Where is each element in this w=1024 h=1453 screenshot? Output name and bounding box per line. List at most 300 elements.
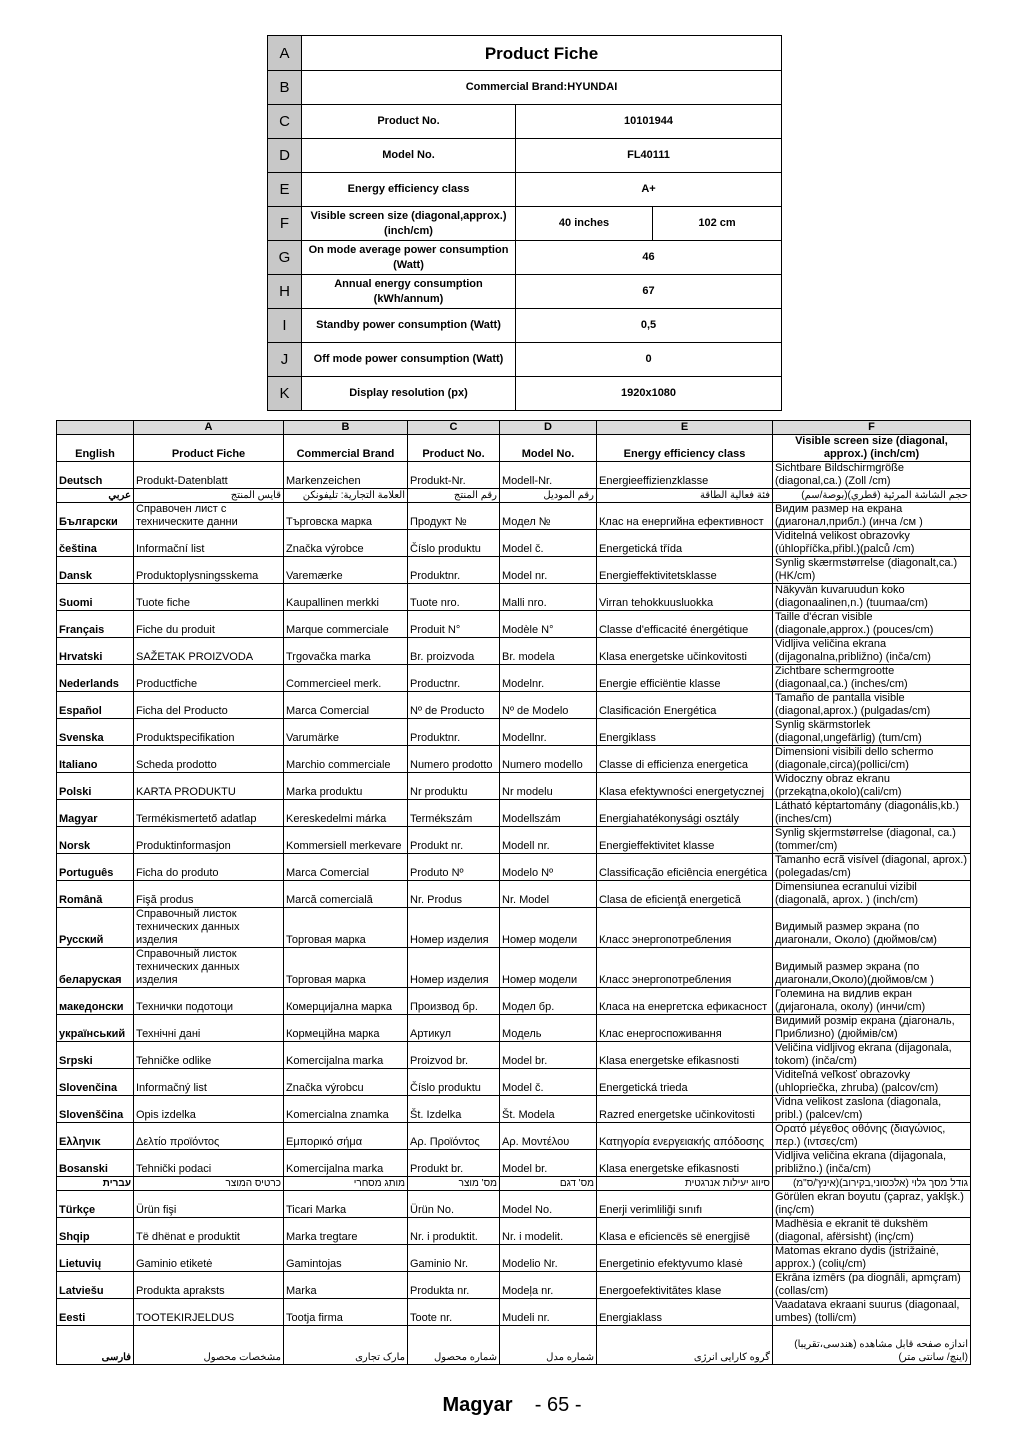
translation-cell: Product Fiche — [134, 435, 284, 462]
column-letter: C — [408, 421, 500, 435]
language-name: Slovenčina — [57, 1069, 134, 1096]
translation-cell: Toote nr. — [408, 1299, 500, 1326]
translation-cell: Торговая марка — [284, 948, 408, 988]
column-letter: B — [284, 421, 408, 435]
column-letter: F — [773, 421, 971, 435]
translation-cell: Widoczny obraz ekranu (przekątna,okolo)(cali/cm) — [773, 773, 971, 800]
language-name: עברית — [57, 1177, 134, 1191]
translation-cell: Nr produktu — [408, 773, 500, 800]
fiche-row-label: Off mode power consumption (Watt) — [302, 343, 516, 377]
translation-cell: Klasa efektywności energetycznej — [597, 773, 773, 800]
translation-cell: Modell nr. — [500, 827, 597, 854]
translation-cell: Nr. i produktit. — [408, 1218, 500, 1245]
translation-cell: מס' מוצר — [408, 1177, 500, 1191]
translation-cell: Торговая марка — [284, 908, 408, 948]
translation-cell: Кормеційна марка — [284, 1015, 408, 1042]
translation-cell: Modellszám — [500, 800, 597, 827]
translation-cell: Informační list — [134, 530, 284, 557]
footer-language: Magyar — [442, 1394, 513, 1416]
translation-cell: Видим размер на екрана (диагонал,прибл.) (инча /см ) — [773, 503, 971, 530]
translation-cell: Vaadatava ekraani suurus (diagonaal, umbes) (tolli/cm) — [773, 1299, 971, 1326]
translation-cell: Модел бр. — [500, 988, 597, 1015]
translation-row — [57, 435, 971, 462]
language-name: Русский — [57, 908, 134, 948]
fiche-row — [268, 139, 782, 173]
language-name: Türkçe — [57, 1191, 134, 1218]
fiche-row-letter: I — [268, 309, 302, 343]
translation-cell: TOOTEKIRJELDUS — [134, 1299, 284, 1326]
column-letter: A — [134, 421, 284, 435]
translation-cell: Značka výrobce — [284, 530, 408, 557]
translation-cell: Vidljiva veličina ekrana (dijagonala, približno.) (inča/cm) — [773, 1150, 971, 1177]
fiche-row-value: 40 inches — [516, 207, 653, 241]
translation-cell: Tehničke odlike — [134, 1042, 284, 1069]
translation-cell: Model nr. — [500, 557, 597, 584]
translation-cell: Product No. — [408, 435, 500, 462]
translation-cell: شماره مدل — [500, 1326, 597, 1365]
translation-cell: Productfiche — [134, 665, 284, 692]
translation-cell: Produto Nº — [408, 854, 500, 881]
translation-row — [57, 503, 971, 530]
translation-cell: Справочный листок технических данных изделия — [134, 948, 284, 988]
translation-cell: Modelio Nr. — [500, 1245, 597, 1272]
translation-cell: Št. Modela — [500, 1096, 597, 1123]
translation-cell: Energy efficiency class — [597, 435, 773, 462]
fiche-row-letter: F — [268, 207, 302, 241]
translation-cell: Номер изделия — [408, 908, 500, 948]
fiche-row-label: Annual energy consumption (kWh/annum) — [302, 275, 516, 309]
translation-cell: Nr modelu — [500, 773, 597, 800]
translation-cell: Enerji verimliliği sınıfı — [597, 1191, 773, 1218]
translation-row — [57, 1272, 971, 1299]
translation-row — [57, 489, 971, 503]
translation-cell: Видимий розмір екрана (діагональ, Приблизно) (дюймів/см) — [773, 1015, 971, 1042]
translation-row — [57, 908, 971, 948]
translation-row — [57, 1123, 971, 1150]
language-name: український — [57, 1015, 134, 1042]
translation-cell: Görülen ekran boyutu (çapraz, yaklşk.) (inç/cm) — [773, 1191, 971, 1218]
fiche-row-label: Standby power consumption (Watt) — [302, 309, 516, 343]
column-letter-row — [57, 421, 971, 435]
translation-cell: Produkt nr. — [408, 827, 500, 854]
fiche-row — [268, 105, 782, 139]
translation-cell: Модель — [500, 1015, 597, 1042]
translation-cell: Αρ. Μοντέλου — [500, 1123, 597, 1150]
translation-cell: Клас енергоспоживання — [597, 1015, 773, 1042]
language-name: македонски — [57, 988, 134, 1015]
translation-cell: Номер модели — [500, 908, 597, 948]
language-name: Shqip — [57, 1218, 134, 1245]
translation-cell: Номер модели — [500, 948, 597, 988]
translation-cell: Model č. — [500, 1069, 597, 1096]
translation-cell: Komercialna znamka — [284, 1096, 408, 1123]
language-name: English — [57, 435, 134, 462]
translation-cell: Класа на енергетска ефикасност — [597, 988, 773, 1015]
translation-cell: Modelo Nº — [500, 854, 597, 881]
fiche-row-letter: B — [268, 71, 302, 105]
translation-cell: Malli nro. — [500, 584, 597, 611]
translation-cell: Produkt br. — [408, 1150, 500, 1177]
product-fiche-table — [267, 35, 782, 411]
translation-cell: Modell-Nr. — [500, 462, 597, 489]
translation-cell: Produkta apraksts — [134, 1272, 284, 1299]
translation-cell: Модел № — [500, 503, 597, 530]
translation-cell: Virran tehokkuusluokka — [597, 584, 773, 611]
translation-cell: Energetická třída — [597, 530, 773, 557]
translation-cell: Ficha do produto — [134, 854, 284, 881]
translation-cell: Energieffektivitet klasse — [597, 827, 773, 854]
translation-cell: Marka — [284, 1272, 408, 1299]
translation-cell: Produktnr. — [408, 719, 500, 746]
translation-cell: Klasa e eficiencës së energjisë — [597, 1218, 773, 1245]
translation-cell: Synlig skjermstørrelse (diagonal, ca.) (tommer/cm) — [773, 827, 971, 854]
translation-cell: Vidljiva veličina ekrana (dijagonalna,približno) (inča/cm) — [773, 638, 971, 665]
translation-cell: Scheda prodotto — [134, 746, 284, 773]
translation-cell: Komercijalna marka — [284, 1042, 408, 1069]
translation-row — [57, 1069, 971, 1096]
translation-cell: Produktinformasjon — [134, 827, 284, 854]
fiche-row-letter: K — [268, 377, 302, 411]
translation-cell: Model br. — [500, 1042, 597, 1069]
translation-cell: Komercijalna marka — [284, 1150, 408, 1177]
translation-cell: Energetická trieda — [597, 1069, 773, 1096]
translation-cell: Tehnički podaci — [134, 1150, 284, 1177]
language-name: Български — [57, 503, 134, 530]
translation-cell: Br. proizvoda — [408, 638, 500, 665]
translation-cell: Synlig skærmstørrelse (diagonalt,ca.) (HK/cm) — [773, 557, 971, 584]
translation-cell: מותג מסחרי — [284, 1177, 408, 1191]
translation-cell: SAŽETAK PROIZVODA — [134, 638, 284, 665]
translation-cell: Numero modello — [500, 746, 597, 773]
translation-cell: Tootja firma — [284, 1299, 408, 1326]
translation-cell: גודל מסך גלוי (אלכסוני,בקירוב)(אינץ'/ס"מ) — [773, 1177, 971, 1191]
fiche-row-value: 10101944 — [516, 105, 782, 139]
fiche-row-letter: H — [268, 275, 302, 309]
translation-cell: Energetinio efektyvumo klasė — [597, 1245, 773, 1272]
translation-cell: Vidna velikost zaslona (diagonala, pribl.) (palcev/cm) — [773, 1096, 971, 1123]
translation-cell: Modelnr. — [500, 665, 597, 692]
translation-cell: Látható képtartomány (diagonális,kb.) (inches/cm) — [773, 800, 971, 827]
translation-cell: Visible screen size (diagonal, approx.) (inch/cm) — [773, 435, 971, 462]
language-name: Dansk — [57, 557, 134, 584]
translation-cell: Energieffektivitetsklasse — [597, 557, 773, 584]
translation-row — [57, 1015, 971, 1042]
translation-cell: Modeļa nr. — [500, 1272, 597, 1299]
language-name: Norsk — [57, 827, 134, 854]
translation-cell: מס' דגם — [500, 1177, 597, 1191]
translation-cell: Fiche du produit — [134, 611, 284, 638]
translation-cell: Produktnr. — [408, 557, 500, 584]
translation-row — [57, 719, 971, 746]
translation-cell: Ürün No. — [408, 1191, 500, 1218]
translation-cell: Продукт № — [408, 503, 500, 530]
translation-cell: KARTA PRODUKTU — [134, 773, 284, 800]
translation-cell: Veličina vidljivog ekrana (dijagonala, tokom) (inča/cm) — [773, 1042, 971, 1069]
translation-cell: Klasa energetske efikasnosti — [597, 1042, 773, 1069]
column-letter: D — [500, 421, 597, 435]
translation-cell: Termékszám — [408, 800, 500, 827]
translation-cell: فئة فعالية الطاقة — [597, 489, 773, 503]
language-name: Português — [57, 854, 134, 881]
fiche-row-value-secondary: 102 cm — [653, 207, 782, 241]
fiche-row-label: Product No. — [302, 105, 516, 139]
fiche-row-letter: E — [268, 173, 302, 207]
fiche-row — [268, 377, 782, 411]
translation-cell: Mudeli nr. — [500, 1299, 597, 1326]
translation-row — [57, 692, 971, 719]
translation-cell: Produkta nr. — [408, 1272, 500, 1299]
language-name: Latviešu — [57, 1272, 134, 1299]
translation-cell: مارک تجاری — [284, 1326, 408, 1365]
fiche-row-label: Model No. — [302, 139, 516, 173]
translation-row — [57, 988, 971, 1015]
fiche-row — [268, 309, 782, 343]
translation-cell: حجم الشاشة المرئية (قطري)(بوصة/سم) — [773, 489, 971, 503]
fiche-row-value: FL40111 — [516, 139, 782, 173]
translation-cell: Marca Comercial — [284, 854, 408, 881]
translation-cell: Технички подотоци — [134, 988, 284, 1015]
language-name: Français — [57, 611, 134, 638]
translation-cell: Viditeľná veľkosť obrazovky (uhlopriečka, zhruba) (palcov/cm) — [773, 1069, 971, 1096]
column-letter: E — [597, 421, 773, 435]
fiche-row-label: Energy efficiency class — [302, 173, 516, 207]
translation-cell: Razred energetske učinkovitosti — [597, 1096, 773, 1123]
fiche-row-letter: C — [268, 105, 302, 139]
translation-cell: Produkt-Datenblatt — [134, 462, 284, 489]
translation-cell: כרטיס המוצר — [134, 1177, 284, 1191]
fiche-row — [268, 36, 782, 71]
translation-cell: Të dhënat e produktit — [134, 1218, 284, 1245]
fiche-row-letter: J — [268, 343, 302, 377]
fiche-row — [268, 71, 782, 105]
translation-cell: Marcă comercială — [284, 881, 408, 908]
translation-cell: مشخصات محصول — [134, 1326, 284, 1365]
language-name: Eesti — [57, 1299, 134, 1326]
language-name: Suomi — [57, 584, 134, 611]
translation-cell: Търговска марка — [284, 503, 408, 530]
translation-row — [57, 1299, 971, 1326]
translation-cell: סיווג יעילות אנרגטית — [597, 1177, 773, 1191]
translation-row — [57, 1042, 971, 1069]
language-name: Italiano — [57, 746, 134, 773]
translation-cell: Číslo produktu — [408, 1069, 500, 1096]
translation-cell: Trgovačka marka — [284, 638, 408, 665]
translation-cell: Справочен лист с техническите данни — [134, 503, 284, 530]
translation-cell: Κατηγορία ενεργειακής απόδοσης — [597, 1123, 773, 1150]
translation-cell: گروه کارایی انرژی — [597, 1326, 773, 1365]
translation-cell: Αρ. Προϊόντος — [408, 1123, 500, 1150]
translation-cell: Numero prodotto — [408, 746, 500, 773]
language-name: Magyar — [57, 800, 134, 827]
translation-cell: Tamaño de pantalla visible (diagonal,aprox.) (pulgadas/cm) — [773, 692, 971, 719]
language-name: Hrvatski — [57, 638, 134, 665]
translation-row — [57, 800, 971, 827]
translation-cell: Varumärke — [284, 719, 408, 746]
translation-cell: Ficha del Producto — [134, 692, 284, 719]
language-name: Română — [57, 881, 134, 908]
translation-row — [57, 773, 971, 800]
language-name: عربي — [57, 489, 134, 503]
translation-row — [57, 1245, 971, 1272]
translation-cell: رقم الموديل — [500, 489, 597, 503]
translation-row — [57, 1150, 971, 1177]
translation-row — [57, 530, 971, 557]
translation-cell: Δελτίο προϊόντος — [134, 1123, 284, 1150]
translation-cell: Nº de Producto — [408, 692, 500, 719]
translation-cell: Energiklass — [597, 719, 773, 746]
translation-cell: Energie efficiëntie klasse — [597, 665, 773, 692]
translation-cell: Št. Izdelka — [408, 1096, 500, 1123]
page-number: - 65 - — [534, 1394, 582, 1416]
translation-cell: رقم المنتج — [408, 489, 500, 503]
translation-row — [57, 854, 971, 881]
translation-cell: Dimensioni visibili dello schermo (diagonale,circa)(pollici/cm) — [773, 746, 971, 773]
fiche-row-value: A+ — [516, 173, 782, 207]
language-name: Svenska — [57, 719, 134, 746]
fiche-row-label: Commercial Brand:HYUNDAI — [302, 71, 782, 105]
translation-cell: Класс энергопотребления — [597, 948, 773, 988]
translation-cell: Tuote fiche — [134, 584, 284, 611]
corner-cell — [57, 421, 134, 435]
translation-cell: Madhësia e ekranit të dukshëm (diagonal, afërsisht) (inç/cm) — [773, 1218, 971, 1245]
translation-cell: Справочный листок технических данных изделия — [134, 908, 284, 948]
translation-cell: Tuote nro. — [408, 584, 500, 611]
translation-cell: Gaminio Nr. — [408, 1245, 500, 1272]
translation-row — [57, 611, 971, 638]
language-name: Slovenščina — [57, 1096, 134, 1123]
fiche-row-letter: A — [268, 36, 302, 71]
language-name: Bosanski — [57, 1150, 134, 1177]
translation-cell: Clasificación Energética — [597, 692, 773, 719]
fiche-row-value: 0,5 — [516, 309, 782, 343]
translation-cell: Fişă produs — [134, 881, 284, 908]
translation-row — [57, 665, 971, 692]
translation-cell: Classe di efficienza energetica — [597, 746, 773, 773]
language-name: Lietuvių — [57, 1245, 134, 1272]
translation-table — [56, 420, 971, 1365]
translation-cell: Proizvod br. — [408, 1042, 500, 1069]
translation-cell: Varemærke — [284, 557, 408, 584]
translation-row — [57, 584, 971, 611]
fiche-row-letter: D — [268, 139, 302, 173]
translation-cell: Taille d'écran visible (diagonale,approx.) (pouces/cm) — [773, 611, 971, 638]
translation-cell: Ürün fişi — [134, 1191, 284, 1218]
translation-cell: Commercieel merk. — [284, 665, 408, 692]
translation-cell: Zichtbare schermgrootte (diagonaal,ca.) (inches/cm) — [773, 665, 971, 692]
translation-row — [57, 948, 971, 988]
translation-cell: Classificação eficiência energética — [597, 854, 773, 881]
translation-cell: Markenzeichen — [284, 462, 408, 489]
translation-cell: اندازه صفحه قابل مشاهده (هندسی،تقریبا) (اینچ/ سانتی متر) — [773, 1326, 971, 1365]
translation-cell: Marka tregtare — [284, 1218, 408, 1245]
fiche-row-value: 1920x1080 — [516, 377, 782, 411]
translation-cell: Modèle N° — [500, 611, 597, 638]
translation-cell: Energoefektivitātes klase — [597, 1272, 773, 1299]
translation-row — [57, 1326, 971, 1365]
translation-cell: Produit N° — [408, 611, 500, 638]
translation-cell: Marchio commerciale — [284, 746, 408, 773]
translation-cell: Комерцијална марка — [284, 988, 408, 1015]
fiche-row-value: 67 — [516, 275, 782, 309]
translation-cell: Nr. Model — [500, 881, 597, 908]
translation-row — [57, 1218, 971, 1245]
language-name: беларуская — [57, 948, 134, 988]
translation-cell: Produkt-Nr. — [408, 462, 500, 489]
translation-cell: Клас на енергийна ефективност — [597, 503, 773, 530]
translation-cell: Produktoplysningsskema — [134, 557, 284, 584]
translation-cell: قايس المنتج — [134, 489, 284, 503]
translation-row — [57, 1177, 971, 1191]
fiche-row — [268, 241, 782, 275]
translation-cell: Εμπορικό σήμα — [284, 1123, 408, 1150]
translation-cell: Model No. — [500, 435, 597, 462]
language-name: فارسی — [57, 1326, 134, 1365]
translation-row — [57, 1191, 971, 1218]
translation-cell: Matomas ekrano dydis (įstrižainė, approx.) (colių/cm) — [773, 1245, 971, 1272]
fiche-row — [268, 275, 782, 309]
translation-cell: Informačný list — [134, 1069, 284, 1096]
translation-cell: Clasa de eficienţă energetică — [597, 881, 773, 908]
translation-cell: Marka produktu — [284, 773, 408, 800]
translation-cell: Големина на видлив екран (дијагонала, околу) (инчи/cm) — [773, 988, 971, 1015]
translation-cell: Marca Comercial — [284, 692, 408, 719]
translation-cell: Sichtbare Bildschirmgröße (diagonal,ca.) (Zoll /cm) — [773, 462, 971, 489]
translation-cell: Tamanho ecrã visível (diagonal, aprox.) (polegadas/cm) — [773, 854, 971, 881]
translation-row — [57, 638, 971, 665]
translation-cell: Termékismertető adatlap — [134, 800, 284, 827]
translation-cell: Gaminio etiketė — [134, 1245, 284, 1272]
translation-cell: العلامة التجارية: تليفونكن — [284, 489, 408, 503]
language-name: čeština — [57, 530, 134, 557]
fiche-row-label: Product Fiche — [302, 36, 782, 71]
translation-cell: Видимый размер экрана (по диагонали,Около)(дюймов/см ) — [773, 948, 971, 988]
translation-cell: Model No. — [500, 1191, 597, 1218]
translation-cell: Klasa energetske efikasnosti — [597, 1150, 773, 1177]
translation-row — [57, 746, 971, 773]
translation-cell: Номер изделия — [408, 948, 500, 988]
language-name: Srpski — [57, 1042, 134, 1069]
translation-cell: Číslo produktu — [408, 530, 500, 557]
fiche-row — [268, 207, 782, 241]
translation-cell: Технічні дані — [134, 1015, 284, 1042]
page-footer — [0, 1394, 1024, 1417]
fiche-row-label: On mode average power consumption (Watt) — [302, 241, 516, 275]
translation-cell: Productnr. — [408, 665, 500, 692]
translation-cell: Nr. Produs — [408, 881, 500, 908]
translation-cell: Model č. — [500, 530, 597, 557]
translation-cell: Производ бр. — [408, 988, 500, 1015]
language-name: Español — [57, 692, 134, 719]
translation-cell: Ekrāna izmērs (pa diognāli, apmçram) (collas/cm) — [773, 1272, 971, 1299]
translation-cell: Energiaklass — [597, 1299, 773, 1326]
fiche-row-value: 0 — [516, 343, 782, 377]
translation-cell: Класс энергопотребления — [597, 908, 773, 948]
language-name: Polski — [57, 773, 134, 800]
translation-cell: Viditelná velikost obrazovky (úhlopříčka,přibl.)(palců /cm) — [773, 530, 971, 557]
translation-cell: Ορατό μέγεθος οθόνης (διαγώνιος, περ.) (ιντσες/cm) — [773, 1123, 971, 1150]
translation-cell: Gamintojas — [284, 1245, 408, 1272]
language-name: Nederlands — [57, 665, 134, 692]
language-name: Ελληνικ — [57, 1123, 134, 1150]
translation-cell: Model br. — [500, 1150, 597, 1177]
translation-cell: Br. modela — [500, 638, 597, 665]
fiche-row-label: Display resolution (px) — [302, 377, 516, 411]
translation-row — [57, 881, 971, 908]
fiche-row — [268, 343, 782, 377]
translation-cell: Kaupallinen merkki — [284, 584, 408, 611]
translation-cell: Classe d'efficacité énergétique — [597, 611, 773, 638]
translation-cell: Marque commerciale — [284, 611, 408, 638]
